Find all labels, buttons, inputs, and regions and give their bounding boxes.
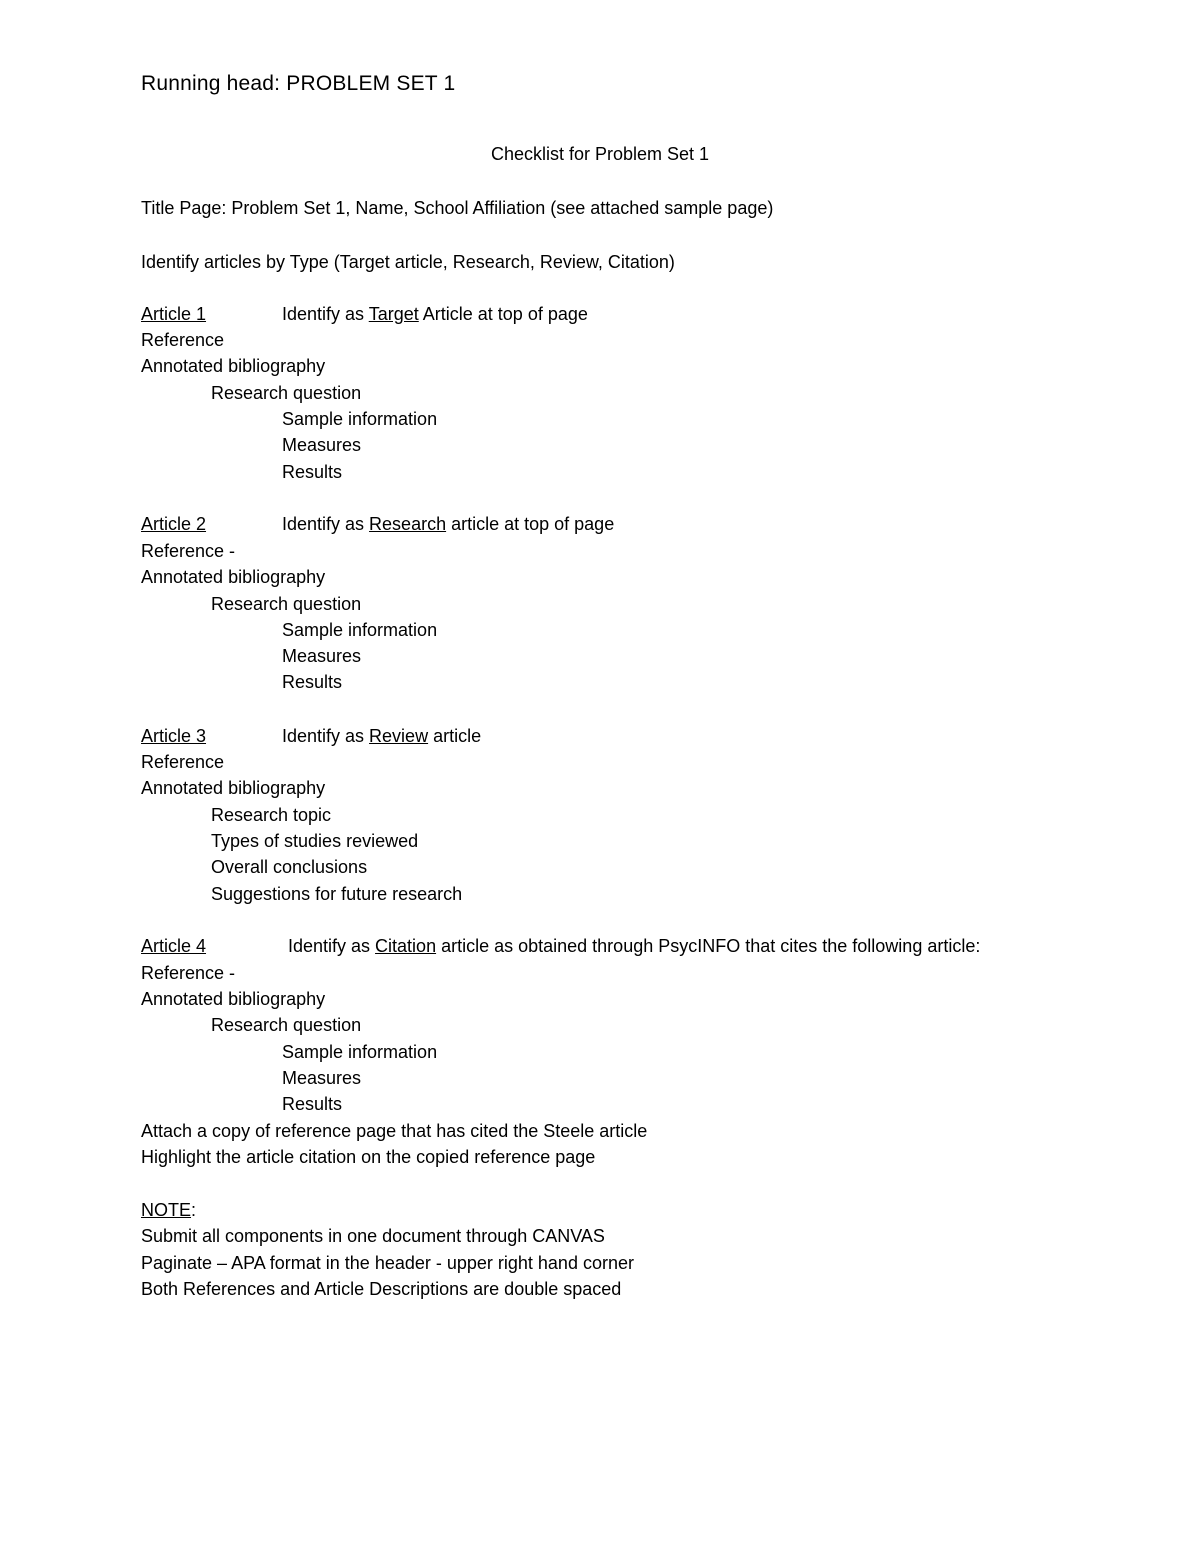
article-4-subheading: Research question [211,1015,362,1035]
instruction-text: Identify as [288,936,376,956]
article-3-review-item: Types of studies reviewed [211,831,419,851]
article-2-reference: Reference - [141,541,236,561]
article-type: Research [369,514,447,534]
article-1-reference: Reference [141,330,225,350]
article-4-extra: Attach a copy of reference page that has cited the Steele article [141,1121,648,1141]
article-4-item: Sample information [282,1042,438,1062]
instruction-text: article [428,726,482,746]
article-4-item: Results [282,1094,343,1114]
instruction-text: article at top of page [446,514,615,534]
instruction-text: Identify as [282,514,370,534]
article-1-item: Results [282,462,343,482]
article-3-reference: Reference [141,752,225,772]
running-head: Running head: PROBLEM SET 1 [141,72,456,95]
article-4-item: Measures [282,1068,362,1088]
article-type: Review [369,726,429,746]
instruction-text: Article at top of page [418,304,588,324]
title-page-line: Title Page: Problem Set 1, Name, School Affiliation (see attached sample page) [141,198,774,218]
note-line: Submit all components in one document through CANVAS [141,1226,605,1246]
instruction-text: Identify as [282,304,369,324]
article-1-label: Article 1 [141,304,207,324]
article-2-item: Sample information [282,620,438,640]
article-2-annotated: Annotated bibliography [141,567,326,587]
note-label: NOTE [141,1200,192,1220]
article-2-label: Article 2 [141,514,207,534]
instruction-text: Identify as [282,726,370,746]
article-1-instruction [282,303,588,325]
article-3-review-item: Research topic [211,805,332,825]
article-1-subheading: Research question [211,383,362,403]
article-4-annotated: Annotated bibliography [141,989,326,1009]
article-4-reference: Reference - [141,963,236,983]
article-3-review-item: Overall conclusions [211,857,368,877]
article-2-instruction [282,513,614,535]
note-line: Paginate – APA format in the header - upper right hand corner [141,1253,634,1273]
article-2-item: Measures [282,646,362,666]
article-4-instruction [288,935,980,957]
article-2-subheading: Research question [211,594,362,614]
article-1-item: Sample information [282,409,438,429]
article-1-annotated: Annotated bibliography [141,356,326,376]
article-2-item: Results [282,672,343,692]
article-3-annotated: Annotated bibliography [141,778,326,798]
article-type: Citation [375,936,437,956]
article-1-item: Measures [282,435,362,455]
article-3-label: Article 3 [141,726,207,746]
note-colon: : [191,1200,197,1220]
document-title: Checklist for Problem Set 1 [490,144,710,164]
identify-articles-line: Identify articles by Type (Target article, Research, Review, Citation) [141,252,675,272]
note-heading [141,1199,196,1221]
article-type: Target [368,304,419,324]
article-3-instruction [282,725,481,747]
article-4-extra: Highlight the article citation on the copied reference page [141,1147,596,1167]
article-4-label: Article 4 [141,936,207,956]
note-line: Both References and Article Descriptions are double spaced [141,1279,622,1299]
article-3-review-item: Suggestions for future research [211,884,463,904]
instruction-text: article as obtained through PsycINFO that cites the following article: [436,936,981,956]
